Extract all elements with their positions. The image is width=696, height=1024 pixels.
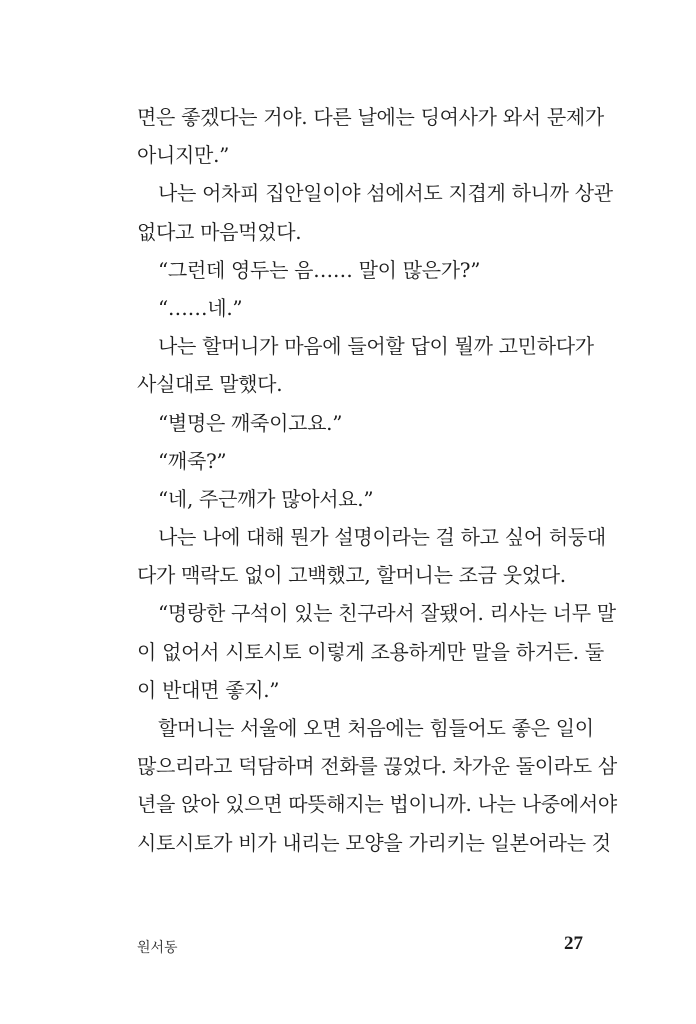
text-line: 아니지만.” bbox=[137, 143, 230, 168]
text-line: 나는 나에 대해 뭔가 설명이라는 걸 하고 싶어 허둥대 bbox=[158, 525, 606, 550]
page-number: 27 bbox=[564, 933, 583, 954]
text-line: “그런데 영두는 음…… 말이 많은가?” bbox=[158, 257, 481, 282]
text-line: “네, 주근깨가 많아서요.” bbox=[158, 486, 374, 511]
text-line: “명랑한 구석이 있는 친구라서 잘됐어. 리사는 너무 말 bbox=[158, 601, 616, 626]
text-line: 나는 할머니가 마음에 들어할 답이 뭘까 고민하다가 bbox=[158, 334, 594, 359]
running-footer-title: 원서동 bbox=[137, 940, 178, 956]
text-line: 없다고 마음먹었다. bbox=[137, 219, 302, 244]
text-line: “……네.” bbox=[158, 295, 243, 320]
text-line: “깨죽?” bbox=[158, 448, 227, 473]
text-line: “별명은 깨죽이고요.” bbox=[158, 410, 343, 435]
text-line: 많으리라고 덕담하며 전화를 끊었다. 차가운 돌이라도 삼 bbox=[137, 754, 617, 779]
body-text bbox=[137, 98, 617, 862]
text-line: 나는 어차피 집안일이야 섬에서도 지겹게 하니까 상관 bbox=[158, 181, 613, 206]
text-line: 년을 앉아 있으면 따뜻해지는 법이니까. 나는 나중에서야 bbox=[137, 792, 617, 817]
text-line: 면은 좋겠다는 거야. 다른 날에는 딩여사가 와서 문제가 bbox=[137, 105, 604, 129]
text-line: 다가 맥락도 없이 고백했고, 할머니는 조금 웃었다. bbox=[137, 563, 566, 588]
text-line: 이 없어서 시토시토 이렇게 조용하게만 말을 하거든. 둘 bbox=[137, 639, 604, 664]
text-line: 사실대로 말했다. bbox=[137, 372, 283, 397]
text-line: 이 반대면 좋지.” bbox=[137, 677, 280, 702]
text-line: 시토시토가 비가 내리는 모양을 가리키는 일본어라는 것 bbox=[137, 830, 611, 855]
text-line: 할머니는 서울에 오면 처음에는 힘들어도 좋은 일이 bbox=[158, 716, 594, 740]
